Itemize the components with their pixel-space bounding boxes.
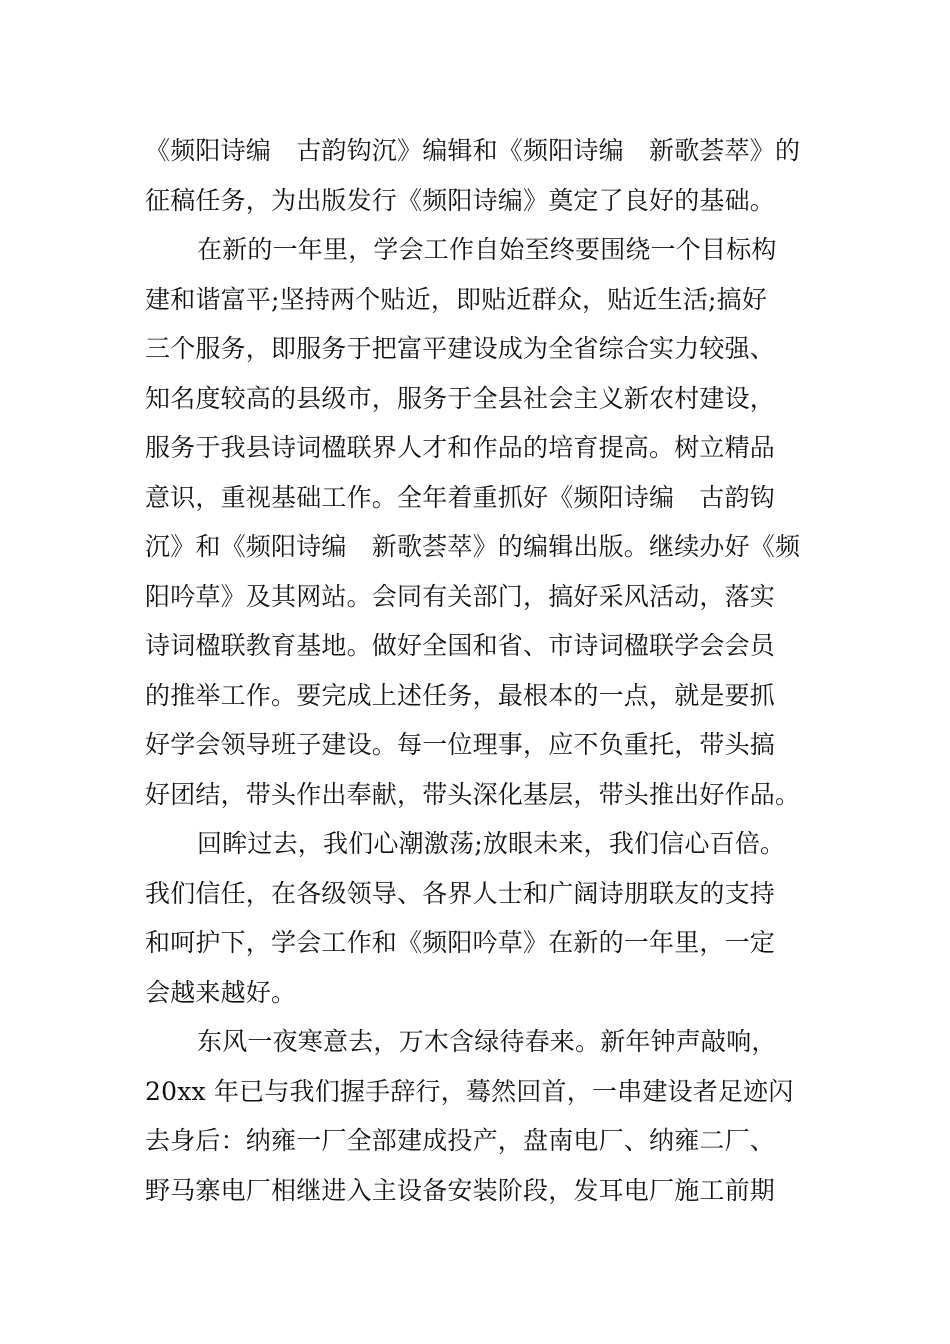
text-line: 诗词楹联教育基地。做好全国和省、市诗词楹联学会会员	[145, 631, 776, 660]
text-line: 20xx 年已与我们握手辞行，蓦然回首，一串建设者足迹闪	[145, 1076, 794, 1106]
text-line: 我们信任，在各级领导、各界人士和广阔诗朋联友的支持	[145, 878, 776, 908]
text-line: 《频阳诗编 古韵钩沉》编辑和《频阳诗编 新歌荟萃》的	[145, 136, 801, 165]
text-line: 东风一夜寒意去，万木含绿待春来。新年钟声敲响，	[197, 1027, 777, 1056]
text-line: 知名度较高的县级市，服务于全县社会主义新农村建设，	[145, 383, 776, 413]
text-line: 和呵护下，学会工作和《频阳吟草》在新的一年里，一定	[145, 928, 776, 957]
text-line: 阳吟草》及其网站。会同有关部门，搞好采风活动，落实	[145, 581, 776, 611]
text-line: 在新的一年里，学会工作自始至终要围绕一个目标构	[197, 235, 777, 264]
paragraph	[145, 1017, 815, 1215]
text-line: 服务于我县诗词楹联界人才和作品的培育提高。树立精品	[145, 433, 776, 462]
text-line: 好团结，带头作出奉献，带头深化基层，带头推出好作品。	[145, 779, 801, 809]
paragraph	[145, 225, 815, 819]
text-line: 会越来越好。	[145, 977, 297, 1007]
document-body	[145, 126, 815, 1215]
text-line: 回眸过去，我们心潮激荡;放眼未来，我们信心百倍。	[197, 829, 786, 858]
text-line: 的推举工作。要完成上述任务，最根本的一点，就是要抓	[145, 680, 776, 710]
paragraph	[145, 819, 815, 1017]
text-line: 去身后：纳雍一厂全部建成投产，盘南电厂、纳雍二厂、	[145, 1126, 776, 1155]
text-line: 三个服务，即服务于把富平建设成为全省综合实力较强、	[145, 334, 776, 363]
text-line: 好学会领导班子建设。每一位理事，应不负重托，带头搞	[145, 730, 776, 759]
paragraph	[145, 126, 815, 225]
text-line: 建和谐富平;坚持两个贴近，即贴近群众，贴近生活;搞好	[145, 284, 768, 314]
text-line: 沉》和《频阳诗编 新歌荟萃》的编辑出版。继续办好《频	[145, 532, 801, 561]
text-line: 野马寨电厂相继进入主设备安装阶段，发耳电厂施工前期	[145, 1175, 776, 1205]
text-line: 征稿任务，为出版发行《频阳诗编》奠定了良好的基础。	[145, 185, 776, 215]
text-line: 意识，重视基础工作。全年着重抓好《频阳诗编 古韵钩	[145, 482, 776, 512]
